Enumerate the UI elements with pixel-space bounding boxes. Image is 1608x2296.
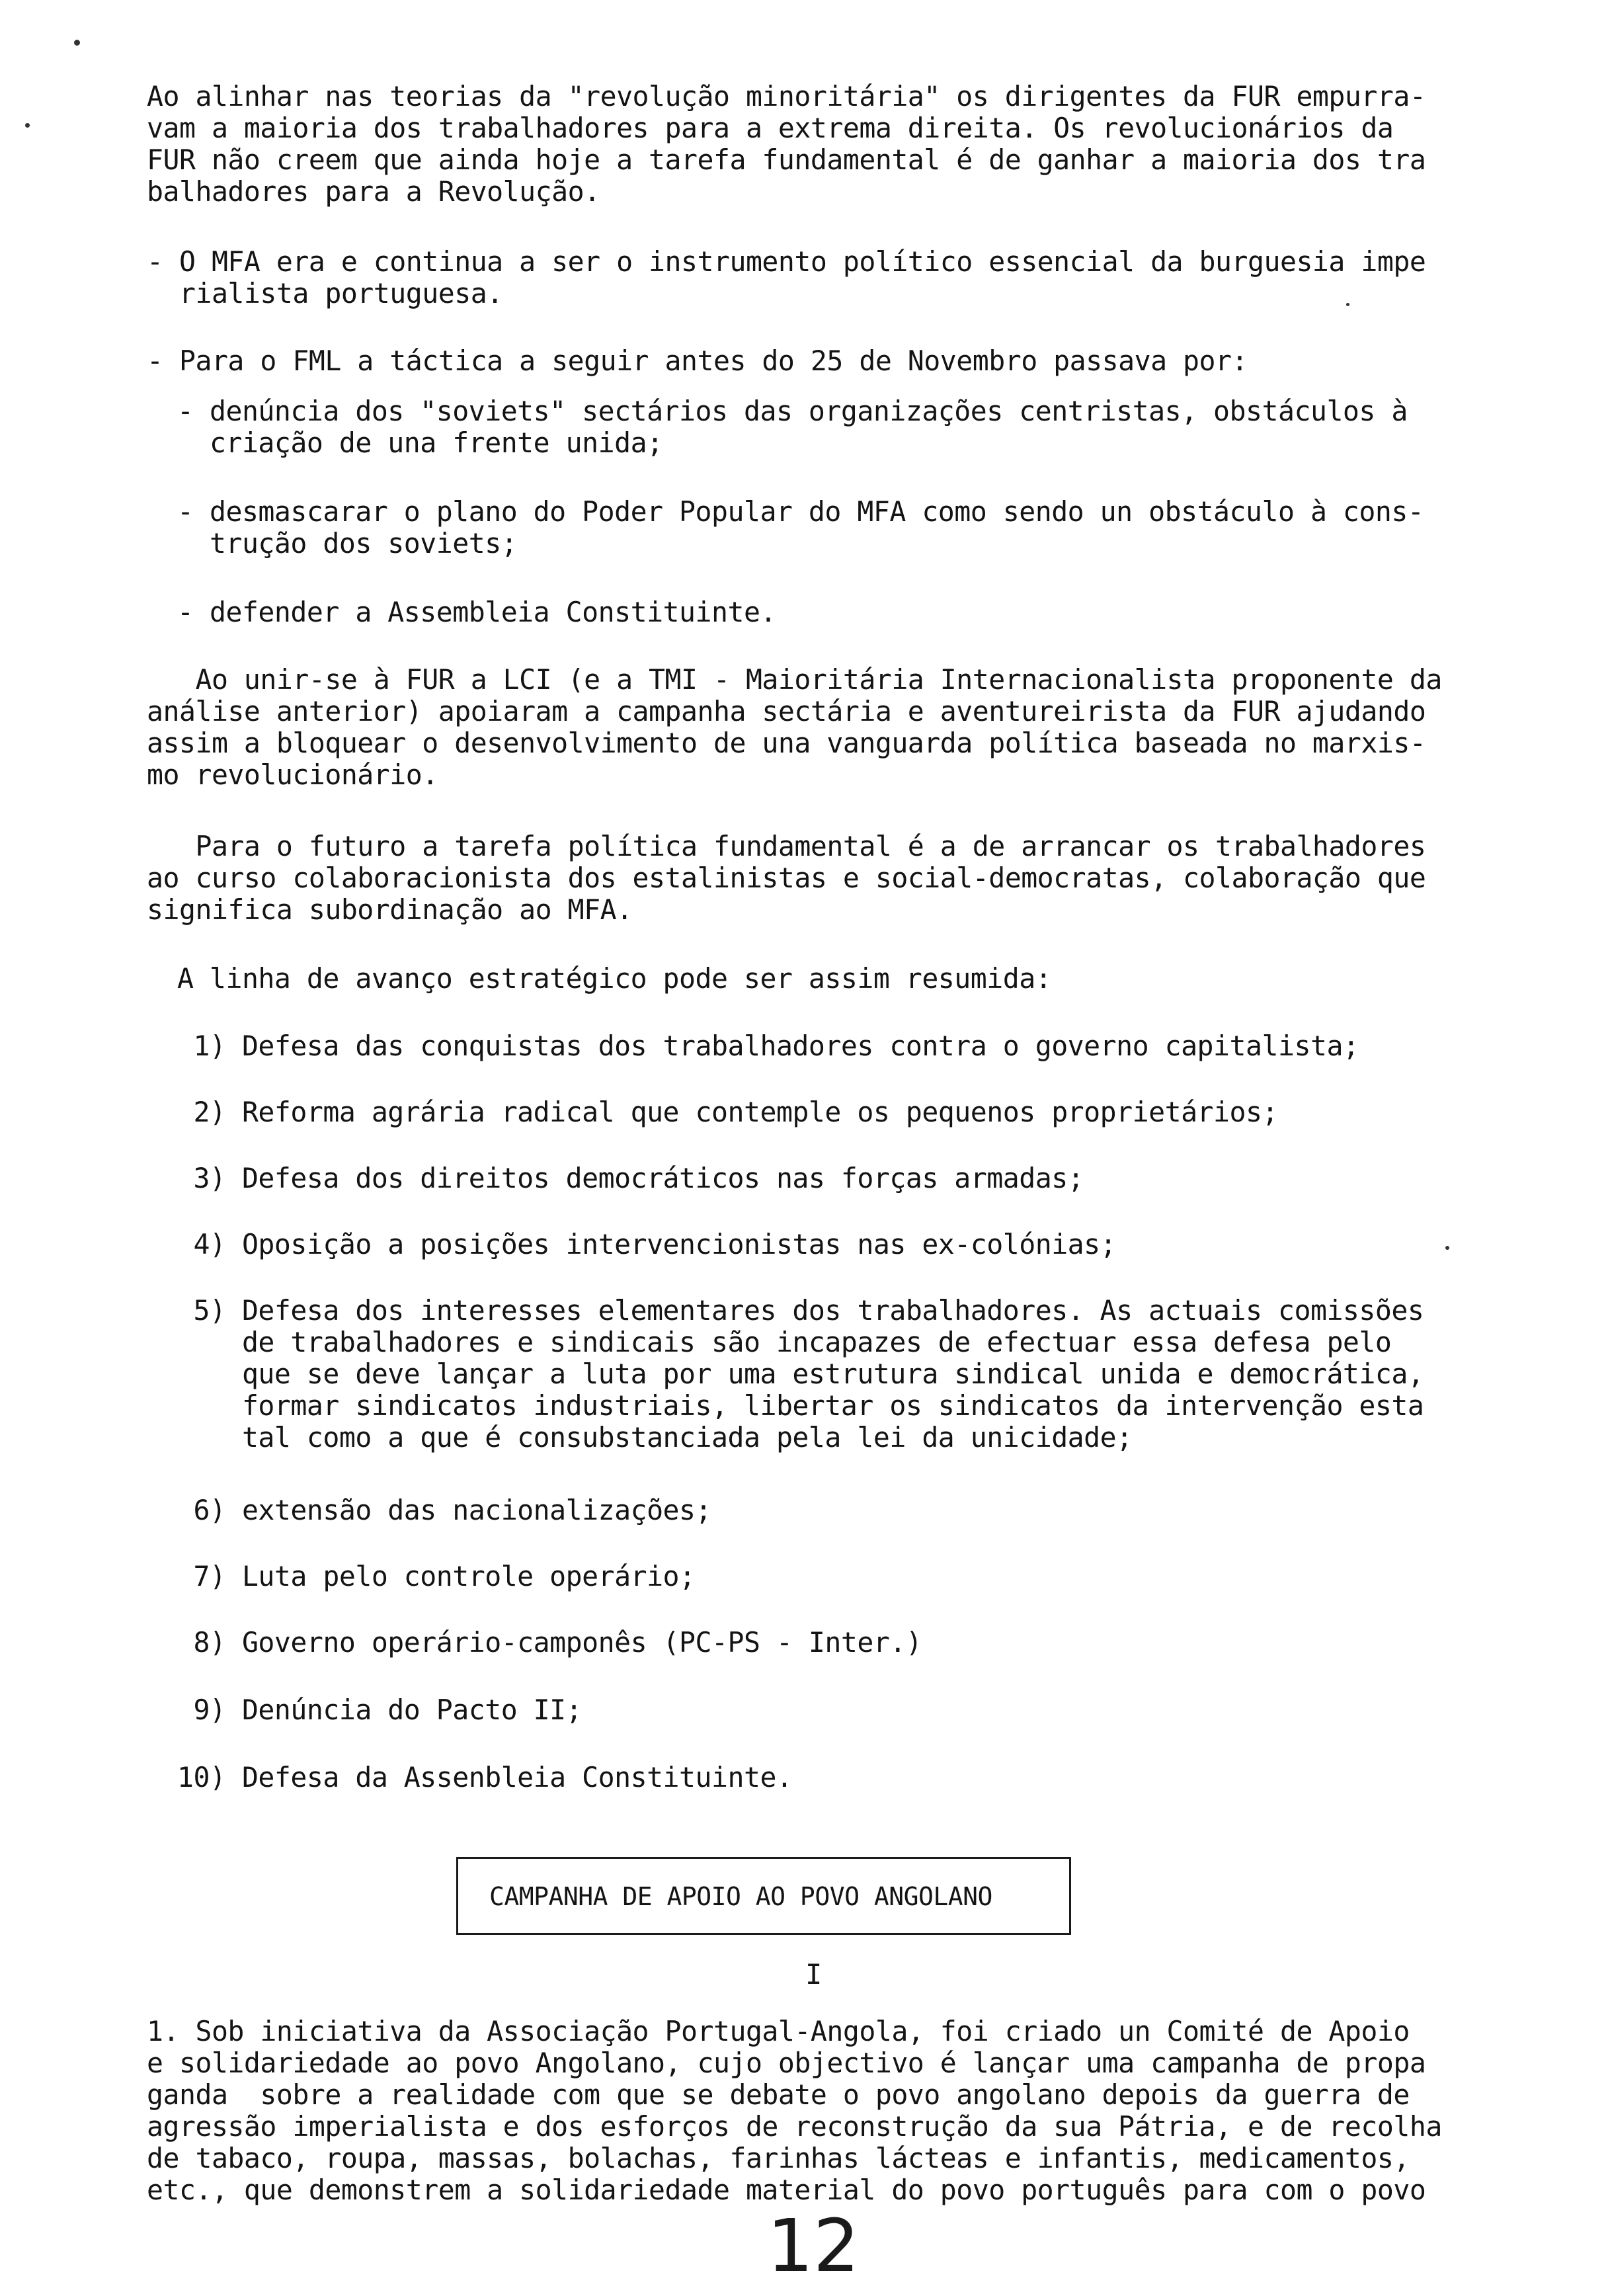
text-line: 3) Defesa dos direitos democráticos nas forças armadas; [177,1162,1084,1194]
text-line: Ao unir-se à FUR a LCI (e a TMI - Maioritária Internacionalista proponente da [147,663,1442,696]
page-number: 12 [767,2203,860,2288]
text-line: que se deve lançar a luta por uma estrutura sindical unida e democrática, [177,1358,1424,1390]
text-line: ganda sobre a realidade com que se debate o povo angolano depois da guerra de [147,2078,1410,2111]
scan-speck [1445,1246,1449,1250]
text-line: 1) Defesa das conquistas dos trabalhadores contra o governo capitalista; [177,1030,1359,1062]
text-line: rialista portuguesa. [147,277,503,309]
text-line: significa subordinação ao MFA. [147,893,633,926]
text-line: - Para o FML a táctica a seguir antes do 25 de Novembro passava por: [147,345,1248,377]
text-line: ao curso colaboracionista dos estalinistas e social-democratas, colaboração que [147,862,1426,894]
text-line: balhadores para a Revolução. [147,175,600,208]
text-line: 1. Sob iniciativa da Associação Portugal-Angola, foi criado un Comité de Apoio [147,2015,1410,2047]
text-line: Ao alinhar nas teorias da "revolução minoritária" os dirigentes da FUR empurra- [147,80,1426,112]
text-line: mo revolucionário. [147,758,438,791]
text-line: vam a maioria dos trabalhadores para a extrema direita. Os revolucionários da [147,112,1394,144]
text-line: análise anterior) apoiaram a campanha sectária e aventureirista da FUR ajudando [147,695,1426,727]
campaign-title: CAMPANHA DE APOIO AO POVO ANGOLANO [489,1882,992,1911]
text-line: 9) Denúncia do Pacto II; [177,1694,583,1726]
text-line: 5) Defesa dos interesses elementares dos trabalhadores. As actuais comissões [177,1294,1424,1327]
text-line: 4) Oposição a posições intervencionistas nas ex-colónias; [177,1228,1117,1260]
text-line: tal como a que é consubstanciada pela lei da unicidade; [177,1421,1133,1454]
text-line: 6) extensão das nacionalizações; [177,1494,712,1526]
text-line: - O MFA era e continua a ser o instrumento político essencial da burguesia impe [147,245,1426,278]
text-line: de tabaco, roupa, massas, bolachas, farinhas lácteas e infantis, medicamentos, [147,2142,1410,2174]
scan-speck [25,123,30,128]
text-line: A linha de avanço estratégico pode ser assim resumida: [177,962,1052,995]
text-line: assim a bloquear o desenvolvimento de una vanguarda política baseada no marxis- [147,727,1426,759]
text-line: 8) Governo operário-camponês (PC-PS - Inter.) [177,1626,922,1659]
text-line: - denúncia dos "soviets" sectários das organizações centristas, obstáculos à [177,395,1408,427]
scan-speck [1346,303,1349,306]
text-line: agressão imperialista e dos esforços de reconstrução da sua Pátria, e de recolha [147,2110,1442,2143]
text-line: formar sindicatos industriais, libertar os sindicatos da intervenção esta [177,1389,1424,1422]
text-line: de trabalhadores e sindicais são incapazes de efectuar essa defesa pelo [177,1326,1392,1358]
scan-speck [74,40,80,46]
text-line: etc., que demonstrem a solidariedade material do povo português para com o povo [147,2174,1426,2206]
text-line: criação de una frente unida; [177,427,663,459]
text-line: - desmascarar o plano do Poder Popular do MFA como sendo un obstáculo à cons- [177,495,1424,528]
text-line: 2) Reforma agrária radical que contemple os pequenos proprietários; [177,1096,1278,1128]
text-line: 10) Defesa da Assenbleia Constituinte. [177,1761,793,1793]
text-line: Para o futuro a tarefa política fundamental é a de arrancar os trabalhadores [147,830,1426,862]
text-line: 7) Luta pelo controle operário; [177,1560,696,1592]
section-number: I [805,1958,823,1990]
text-line: FUR não creem que ainda hoje a tarefa fundamental é de ganhar a maioria dos tra [147,144,1426,176]
text-line: - defender a Assembleia Constituinte. [177,596,776,628]
text-line: trução dos soviets; [177,527,518,559]
text-line: e solidariedade ao povo Angolano, cujo objectivo é lançar uma campanha de propa [147,2047,1426,2079]
